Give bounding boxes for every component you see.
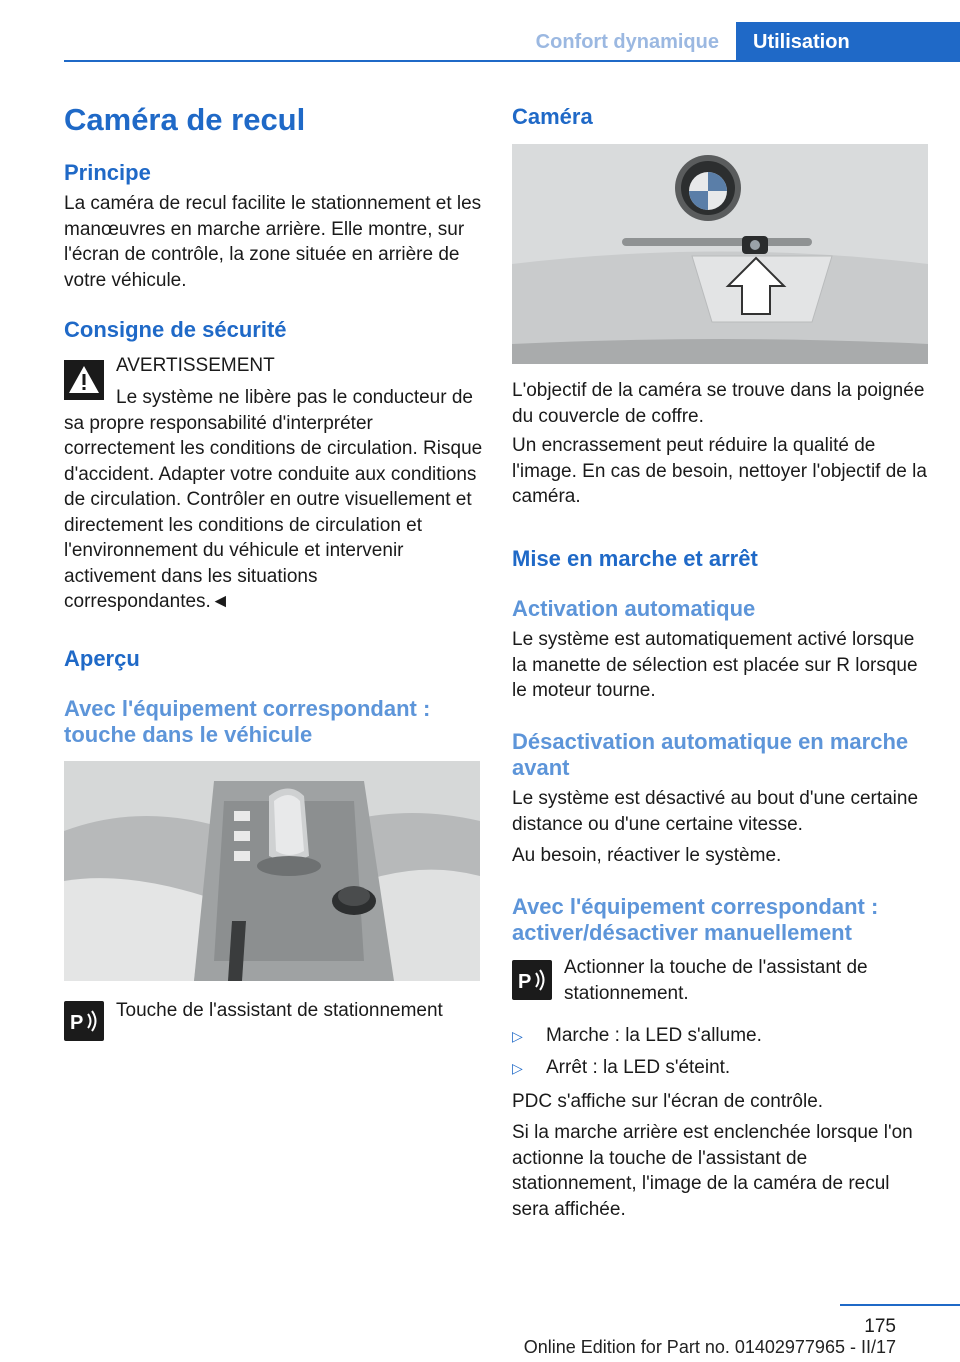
bullet-item — [512, 1023, 928, 1049]
svg-text:P: P — [70, 1012, 84, 1034]
header-tab: Utilisation — [736, 22, 960, 62]
auto-heading: Activation automatique — [512, 596, 756, 621]
manual-heading: Avec l'équipement correspondant : activer/désactiver manuellement — [512, 894, 879, 945]
camera-text-2: Un encrassement peut réduire la qualité de l'image. En cas de besoin, nettoyer l'objectif de la caméra. — [512, 435, 927, 507]
camera-text-1: L'objectif de la caméra se trouve dans la poignée du couvercle de coffre. — [512, 380, 925, 427]
auto-text: Le système est automatiquement activé lorsque la manette de sélection est placée sur R lorsque le moteur tourne. — [512, 629, 918, 701]
parking-assistant-button-icon — [64, 1001, 104, 1041]
header-section: Confort dynamique — [535, 31, 719, 53]
rear-camera-image — [512, 144, 928, 364]
page-title: Caméra de recul — [64, 102, 306, 137]
bullet-item — [512, 1055, 928, 1081]
svg-text:P: P — [518, 971, 532, 993]
bullet-text: Marche : la LED s'allume. — [546, 1025, 762, 1046]
final-text: Si la marche arrière est enclenchée lorsque l'on actionne la touche de l'assistant de stationnement, l'image de la caméra de recul sera affichée. — [512, 1122, 913, 1220]
marche-heading: Mise en marche et arrêt — [512, 546, 758, 571]
button-caption: Touche de l'assistant de stationnement — [116, 1000, 443, 1021]
apercu-heading: Aperçu — [64, 646, 140, 671]
page-number: 175 — [864, 1316, 896, 1337]
reactiver-text: Au besoin, réactiver le système. — [512, 845, 782, 866]
securite-heading: Consigne de sécurité — [64, 317, 287, 342]
edition-text: Online Edition for Part no. 01402977965 - II/17 — [523, 1337, 896, 1357]
header-rule — [64, 60, 960, 62]
warning-title: AVERTISSEMENT — [116, 355, 275, 376]
desact-heading: Désactivation automatique en marche avant — [512, 729, 909, 780]
bullet-triangle-icon: ▷ — [512, 1028, 523, 1044]
equip-heading: Avec l'équipement correspondant : touche dans le véhicule — [64, 696, 431, 747]
principe-text: La caméra de recul facilite le stationnement et les manœuvres en marche arrière. Elle montre, sur l'écran de contrôle, la zone située en arrière de votre véhicule. — [64, 193, 482, 291]
footer-rule — [840, 1304, 960, 1306]
warning-text: Le système ne libère pas le conducteur de sa propre responsabilité d'interpréter correctement les conditions de circulation. Risque d'accident. Adapter votre conduite aux conditions de circulation. Contrôler en outre visuellement et directement les conditions de circulation et l'environnement du véhicule et intervenir activement dans les situations correspondantes.◄ — [64, 387, 483, 612]
pdc-text: PDC s'affiche sur l'écran de contrôle. — [512, 1091, 824, 1112]
desact-text: Le système est désactivé au bout d'une certaine distance ou d'une certaine vitesse. — [512, 788, 919, 835]
bullet-triangle-icon: ▷ — [512, 1060, 523, 1076]
principe-heading: Principe — [64, 160, 151, 185]
interior-console-image — [64, 761, 480, 981]
parking-assistant-button-icon-2 — [512, 960, 552, 1000]
manual-text: Actionner la touche de l'assistant de stationnement. — [564, 957, 868, 1004]
bullet-text: Arrêt : la LED s'éteint. — [546, 1057, 731, 1078]
camera-heading: Caméra — [512, 104, 593, 129]
